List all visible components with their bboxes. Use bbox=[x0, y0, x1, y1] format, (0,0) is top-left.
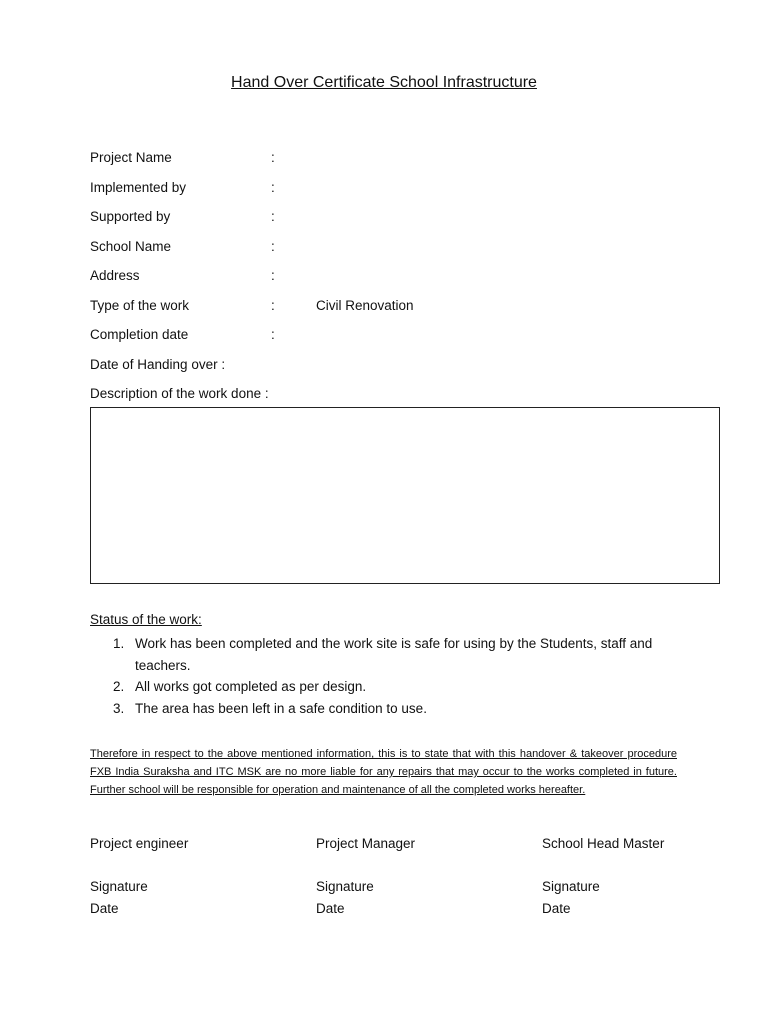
signatory-project-engineer bbox=[90, 836, 290, 923]
field-label: Completion date bbox=[90, 327, 189, 342]
field-supported-by bbox=[90, 209, 730, 239]
signatory-project-manager bbox=[316, 836, 516, 923]
field-school-name bbox=[90, 239, 730, 269]
field-completion-date bbox=[90, 327, 730, 357]
signature-label: Signature bbox=[316, 879, 374, 894]
field-address bbox=[90, 268, 730, 298]
signatory-role: School Head Master bbox=[542, 836, 665, 851]
field-label: Project Name bbox=[90, 150, 172, 165]
list-item bbox=[90, 633, 690, 676]
field-colon: : bbox=[271, 209, 275, 224]
signatory-role: Project engineer bbox=[90, 836, 189, 851]
list-number: 1. bbox=[113, 636, 125, 651]
field-label: School Name bbox=[90, 238, 172, 254]
field-colon: : bbox=[271, 327, 275, 342]
field-colon: : bbox=[271, 179, 275, 195]
list-item bbox=[90, 698, 690, 720]
list-number: 2. bbox=[113, 679, 125, 694]
status-list bbox=[90, 633, 690, 719]
field-date-of-handing-over bbox=[90, 357, 730, 387]
field-implemented-by bbox=[90, 180, 730, 210]
document-title: Hand Over Certificate School Infrastructure bbox=[231, 74, 537, 91]
field-colon: : bbox=[271, 297, 275, 313]
form-fields bbox=[90, 150, 730, 386]
description-label: Description of the work done : bbox=[90, 386, 269, 401]
field-colon: : bbox=[271, 238, 275, 254]
list-item bbox=[90, 676, 690, 698]
signatory-role: Project Manager bbox=[316, 836, 416, 851]
date-label: Date bbox=[316, 901, 345, 916]
field-label: Type of the work bbox=[90, 297, 190, 313]
date-label: Date bbox=[542, 901, 571, 916]
field-label: Address bbox=[90, 268, 140, 283]
signature-label: Signature bbox=[90, 879, 148, 894]
list-number: 3. bbox=[113, 700, 125, 716]
description-box[interactable] bbox=[90, 407, 720, 584]
field-type-of-work bbox=[90, 298, 730, 328]
status-heading: Status of the work: bbox=[90, 612, 202, 627]
field-label: Implemented by bbox=[90, 179, 187, 195]
field-colon: : bbox=[271, 150, 275, 165]
list-text: The area has been left in a safe condition to use. bbox=[135, 700, 427, 716]
field-label: Supported by bbox=[90, 209, 171, 224]
field-project-name bbox=[90, 150, 730, 180]
field-value: Civil Renovation bbox=[316, 297, 414, 313]
field-colon: : bbox=[271, 268, 275, 283]
list-text: All works got completed as per design. bbox=[135, 679, 367, 694]
date-label: Date bbox=[90, 901, 119, 916]
list-text: Work has been completed and the work site is safe for using by the Students, staff and teachers. bbox=[135, 636, 653, 673]
signature-label: Signature bbox=[542, 879, 600, 894]
field-label: Date of Handing over : bbox=[90, 356, 226, 372]
liability-statement: Therefore in respect to the above mentioned information, this is to state that with this handover & takeover procedure FXB India Suraksha and ITC MSK are no more liable for any repairs that may occur to the works completed in future. Further school will be responsible for operation and maintenance of all the completed works hereafter. bbox=[90, 748, 677, 796]
signatory-school-head-master bbox=[542, 836, 742, 923]
